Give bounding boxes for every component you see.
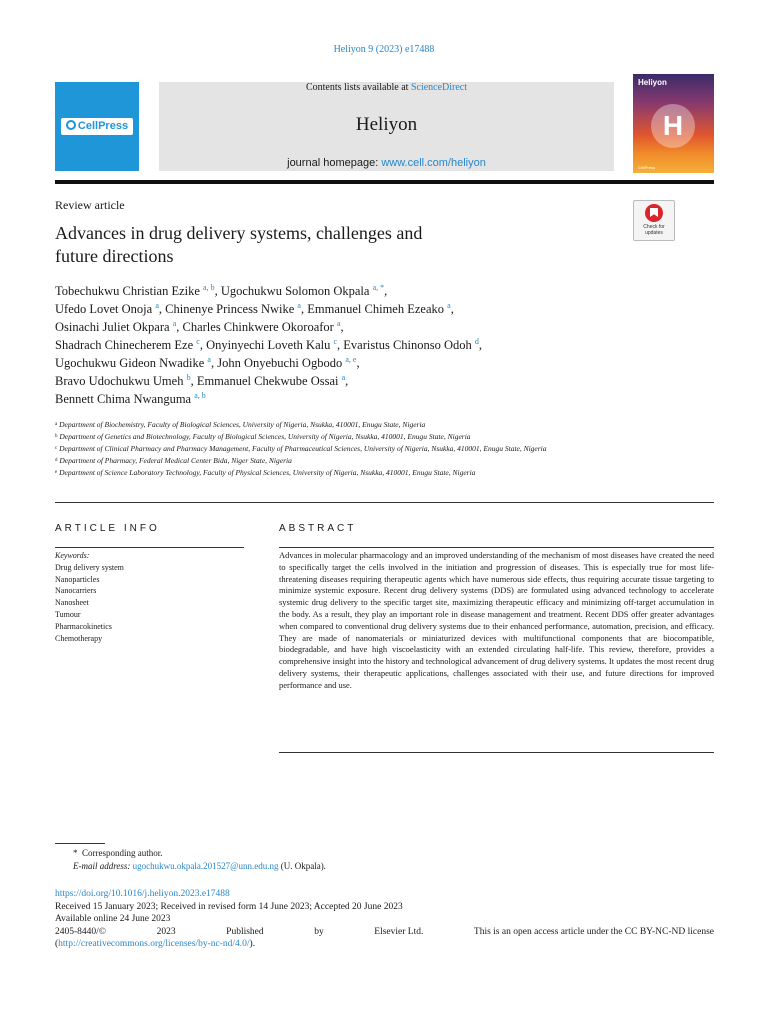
affiliation-marker[interactable]: a — [297, 300, 301, 310]
affiliation-item — [55, 419, 625, 431]
author-name: Ufedo Lovet Onoja — [55, 302, 153, 316]
author[interactable] — [307, 302, 454, 316]
bookmark-icon — [645, 204, 663, 222]
license-line — [55, 926, 714, 939]
journal-banner — [159, 82, 614, 171]
author-separator: , — [384, 284, 388, 298]
author[interactable] — [221, 284, 387, 298]
cellpress-logo[interactable] — [55, 82, 139, 171]
article-title — [55, 222, 575, 268]
author[interactable] — [55, 284, 221, 298]
author[interactable] — [55, 302, 165, 316]
author[interactable] — [197, 374, 348, 388]
copyright-year: 2023 — [156, 926, 176, 937]
author-separator: , — [345, 374, 349, 388]
corresponding-label: Corresponding author. — [82, 848, 163, 858]
abstract-rule — [279, 547, 714, 548]
affiliations — [55, 419, 625, 479]
author-separator: , — [158, 302, 166, 316]
author-name: Tobechukwu Christian Ezike — [55, 284, 200, 298]
keyword-item: Drug delivery system — [55, 562, 124, 572]
author[interactable] — [55, 338, 206, 352]
contents-line — [159, 82, 614, 93]
affiliation-key: d — [55, 458, 58, 463]
homepage-line — [159, 157, 614, 169]
affiliation-text: Department of Genetics and Biotechnology, Faculty of Biological Sciences, University of Nigeria, Nsukka, 410001, Enugu State, Nigeria — [59, 432, 471, 441]
article-title-line2: future directions — [55, 246, 174, 266]
license-link[interactable]: http://creativecommons.org/licenses/by-nc-nd/4.0/ — [58, 939, 250, 949]
header-rule — [55, 180, 714, 184]
author[interactable] — [55, 320, 183, 334]
author[interactable] — [206, 338, 343, 352]
abstract-text: Advances in molecular pharmacology and an improved understanding of the mechanism of most diseases have created the need to specifically target the cells involved in the initiation and progression of diseases. This is especially true for most life-threatening diseases requiring therapeutic agents which have numerous side effects, thus requiring accurate tissue targeting to minimize systemic exposure. Recent drug delivery systems (DDS) are formulated using advanced technology to accelerate systemic drug delivery to the specific target site, maximizing therapeutic efficacy and minimizing off-target accumulation in the body. As a result, they play an important role in disease management and treatment. Recent DDS offer greater advantages when compared to conventional drug delivery systems due to their enhanced performance, automation, precision, and efficacy. They are made of nanomaterials or miniaturized devices with multifunctional components that are biocompatible, biodegradable, and have high viscoelasticity with an extended circulating half-life. This review, therefore, provides a comprehensive insight into the history and technological advancement of drug delivery systems. It updates the most recent drug delivery systems, their therapeutic applications, challenges associated with their use, and future directions for improved performance and use. — [279, 550, 714, 690]
sciencedirect-link[interactable]: ScienceDirect — [410, 82, 468, 93]
keyword-item: Pharmacokinetics — [55, 621, 112, 631]
homepage-prefix: journal homepage: — [287, 157, 382, 169]
author-name: Bennett Chima Nwanguma — [55, 392, 192, 406]
email-link[interactable]: ugochukwu.okpala.201527@unn.edu.ng — [132, 861, 279, 871]
cellpress-logo-badge — [61, 118, 133, 135]
check-updates-line1: Check for — [643, 224, 665, 230]
check-for-updates-label — [634, 224, 674, 236]
license-url-line — [55, 938, 714, 951]
affiliation-key: e — [55, 470, 58, 475]
email-label: E-mail address: — [73, 861, 131, 871]
keywords-list — [55, 562, 244, 645]
section-rule — [55, 502, 714, 503]
author[interactable] — [183, 320, 344, 334]
affiliation-marker[interactable]: a, * — [372, 282, 385, 292]
keyword-item: Nanosheet — [55, 598, 89, 608]
open-access-statement: This is an open access article under the CC BY-NC-ND license — [473, 926, 714, 937]
affiliation-marker[interactable]: a — [341, 372, 346, 382]
publication-info — [55, 888, 714, 951]
published-word: Published — [226, 926, 264, 937]
keyword-item: Tumour — [55, 609, 81, 619]
author[interactable] — [165, 302, 307, 316]
affiliation-item — [55, 455, 625, 467]
affiliation-text: Department of Science Laboratory Technology, Faculty of Physical Sciences, University of Nigeria, Nsukka, 410001, Enugu State, Nigeria — [59, 468, 476, 477]
author-name: Ugochukwu Gideon Nwadike — [55, 356, 205, 370]
author-separator: , — [210, 356, 218, 370]
keywords-label: Keywords: — [55, 551, 90, 560]
author-name: Emmanuel Chimeh Ezeako — [307, 302, 444, 316]
email-suffix: (U. Okpala). — [280, 861, 326, 871]
cover-footer: CellPress — [638, 165, 656, 170]
author-name: Evaristus Chinonso Odoh — [343, 338, 472, 352]
author-name: Emmanuel Chekwube Ossai — [196, 374, 339, 388]
footnote — [55, 847, 655, 873]
url-close-paren: ). — [249, 939, 256, 949]
affiliation-item — [55, 431, 625, 443]
author-name: John Onyebuchi Ogbodo — [217, 356, 343, 370]
abstract-heading: ABSTRACT — [279, 523, 357, 534]
affiliation-key: c — [55, 446, 58, 451]
author[interactable] — [55, 374, 197, 388]
author-name: Osinachi Juliet Okpara — [55, 320, 170, 334]
affiliation-marker[interactable]: a — [207, 354, 211, 364]
email-line — [55, 860, 655, 873]
author-name: Onyinyechi Loveth Kalu — [206, 338, 331, 352]
affiliation-marker[interactable]: b — [186, 372, 191, 382]
author-name: Charles Chinkwere Okoroafor — [182, 320, 334, 334]
journal-homepage-link[interactable]: www.cell.com/heliyon — [381, 157, 486, 169]
affiliation-item — [55, 467, 625, 479]
author-separator: , — [214, 284, 221, 298]
affiliation-marker[interactable]: d — [474, 336, 479, 346]
available-online: Available online 24 June 2023 — [55, 914, 171, 924]
keyword-item: Nanoparticles — [55, 574, 100, 584]
author[interactable] — [217, 356, 359, 370]
affiliation-marker[interactable]: a — [155, 300, 159, 310]
author-separator: , — [478, 338, 483, 352]
affiliation-marker[interactable]: a, e — [345, 354, 357, 364]
author-name: Bravo Udochukwu Umeh — [55, 374, 184, 388]
affiliation-key: b — [55, 434, 58, 439]
cellpress-logo-text: CellPress — [77, 120, 129, 132]
url-open-paren: ( — [55, 939, 59, 949]
author-name: Chinenye Princess Nwike — [165, 302, 295, 316]
affiliation-marker[interactable]: a, b — [203, 282, 215, 292]
running-head[interactable]: Heliyon 9 (2023) e17488 — [333, 44, 435, 55]
journal-title: Heliyon — [355, 114, 418, 135]
affiliation-marker[interactable]: a, b — [194, 390, 206, 400]
affiliation-marker[interactable]: a — [172, 318, 177, 328]
abstract-bottom-rule — [279, 752, 714, 753]
author-list — [55, 282, 655, 408]
received-dates: Received 15 January 2023; Received in revised form 14 June 2023; Accepted 20 June 2023 — [55, 901, 403, 912]
author-separator: , — [300, 302, 308, 316]
article-title-line1: Advances in drug delivery systems, challenges and — [55, 223, 423, 243]
article-info-heading: ARTICLE INFO — [55, 523, 160, 534]
affiliation-key: a — [55, 422, 58, 427]
article-type: Review article — [55, 198, 125, 212]
author-separator: , — [337, 338, 344, 352]
author-separator: , — [340, 320, 344, 334]
author-separator: , — [199, 338, 207, 352]
cover-letter: H — [651, 104, 695, 148]
article-info-rule — [55, 547, 244, 548]
check-updates-line2: updates — [645, 230, 663, 236]
corresponding-note: * Corresponding author. — [73, 848, 163, 858]
cellpress-logo-icon — [66, 120, 76, 130]
affiliation-text: Department of Pharmacy, Federal Medical Center Bida, Niger State, Nigeria — [59, 456, 292, 465]
author-name: Ugochukwu Solomon Okpala — [220, 284, 370, 298]
issn-copyright: 2405-8440/© — [55, 926, 107, 937]
check-for-updates-button[interactable] — [633, 200, 675, 241]
cover-title: Heliyon — [638, 78, 667, 87]
affiliation-marker[interactable]: c — [333, 336, 338, 346]
contents-prefix: Contents lists available at — [305, 82, 411, 93]
keyword-item: Chemotherapy — [55, 633, 103, 643]
doi-link[interactable]: https://doi.org/10.1016/j.heliyon.2023.e17488 — [55, 889, 230, 899]
keyword-item: Nanocarriers — [55, 586, 97, 596]
author[interactable] — [343, 338, 482, 352]
author[interactable] — [55, 356, 217, 370]
author[interactable] — [55, 392, 206, 406]
publisher-name: Elsevier Ltd. — [374, 926, 424, 937]
author-separator: , — [450, 302, 454, 316]
affiliation-marker[interactable]: a — [447, 300, 451, 310]
by-word: by — [314, 926, 324, 937]
author-separator: , — [356, 356, 360, 370]
keywords-block — [55, 550, 244, 644]
affiliation-text: Department of Biochemistry, Faculty of Biological Sciences, University of Nigeria, Nsukka, 410001, Enugu State, Nigeria — [59, 420, 426, 429]
affiliation-marker[interactable]: c — [196, 336, 200, 346]
author-name: Shadrach Chinecherem Eze — [55, 338, 194, 352]
affiliation-item — [55, 443, 625, 455]
affiliation-marker[interactable]: a — [336, 318, 341, 328]
journal-cover-image[interactable] — [633, 74, 714, 173]
author-separator: , — [190, 374, 197, 388]
author-separator: , — [176, 320, 183, 334]
affiliation-text: Department of Clinical Pharmacy and Pharmacy Management, Faculty of Pharmaceutical Sciences, University of Nigeria, Nsukka, 410001, Enugu State, Nigeria — [59, 444, 547, 453]
footnote-rule — [55, 843, 105, 844]
